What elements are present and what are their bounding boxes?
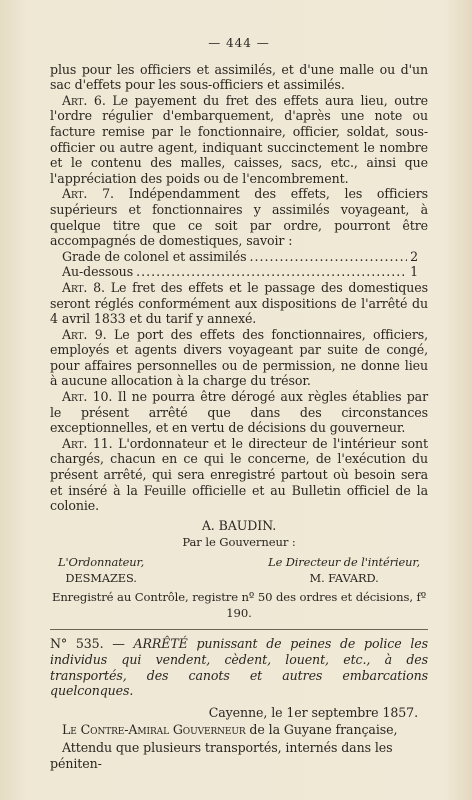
article-11-text: L'ordonnateur et le directeur de l'intérieur sont chargés, chacun en ce qui le concerne, de l'exécution du présent arrêté, qui sera enregistré partout où besoin sera et inséré à la Feuille officielle et au Bulletin officiel de la colonie. [50, 435, 429, 514]
section-divider [50, 629, 428, 630]
allowance-label: Au-dessous [62, 264, 134, 280]
page-number: — 444 — [208, 36, 270, 50]
registration-note: Enregistré au Contrôle, registre nº 50 des ordres et décisions, fº 190. [51, 590, 427, 620]
article-8-text: Le fret des effets et le passage des domestiques seront réglés conformément aux dispositions de l'arrêté du 4 avril 1833 et du tarif y annexé. [50, 279, 428, 327]
official-name: M. FAVARD. [309, 570, 379, 585]
article-6-label: Art. 6. [62, 92, 106, 108]
paragraph-continuation: plus pour les officiers et assimilés, et d'une malle ou d'un sac d'effets pour les sous-officiers et assimilés. [50, 61, 428, 93]
allowance-value: 1 [410, 264, 418, 280]
official-role: Le Directeur de l'intérieur, [268, 555, 420, 569]
decree-title: punissant de peines de police les individus qui vendent, cèdent, louent, etc., à des transportés, des canots et autres embarcations quelconques. [50, 636, 428, 699]
by-governor-line: Par le Gouverneur : [182, 535, 296, 550]
decree-keyword: ARRÊTÉ [133, 636, 188, 652]
director-signature [268, 555, 420, 586]
decree-date: Cayenne, le 1er septembre 1857. [208, 704, 418, 720]
governor-title-rest: de la Guyane française, [245, 722, 398, 738]
article-7-label: Art. 7. [62, 186, 114, 202]
allowance-row-colonel [50, 249, 428, 265]
official-name: DESMAZES. [65, 570, 137, 585]
article-11-label: Art. 11. [62, 435, 113, 451]
official-role: L'Ordonnateur, [58, 555, 145, 569]
article-10 [50, 389, 428, 436]
article-6 [50, 93, 428, 187]
preamble-line: Attendu que plusieurs transportés, internés dans les péniten- [50, 739, 393, 771]
article-11 [50, 436, 428, 514]
ordonnateur-signature [58, 555, 144, 586]
page-content [50, 36, 428, 771]
article-7 [50, 186, 428, 248]
article-9-label: Art. 9. [62, 326, 107, 342]
decree-heading [50, 636, 428, 698]
article-10-label: Art. 10. [62, 389, 113, 405]
leader-dots [136, 264, 407, 280]
officials-block [50, 555, 428, 586]
allowance-label: Grade de colonel et assimilés [62, 248, 247, 264]
allowance-value: 2 [410, 248, 418, 264]
governor-signature: A. BAUDIN. [201, 517, 277, 533]
governor-title: Le Contre-Amiral Gouverneur [62, 722, 246, 738]
allowance-row-below [50, 264, 428, 280]
article-8 [50, 280, 428, 327]
article-8-label: Art. 8. [62, 279, 105, 295]
article-6-text: Le payement du fret des effets aura lieu, outre l'ordre régulier d'embarquement, d'après une note ou facture remise par le fonctionnaire, officier, soldat, sous-officier ou autre agent, indiquant succinctement le nombre et le contenu des malles, caisses, sacs, etc., ainsi que l'appréciation des poids ou de l'encombrement. [50, 92, 428, 186]
governor-line [50, 722, 428, 738]
article-7-text: Indépendamment des effets, les officiers supérieurs et fonctionnaires y assimilés voyageant, à quelque titre que ce soit par ordre, pourront être accompagnés de domestiques, savoir : [50, 186, 428, 249]
article-9 [50, 327, 428, 389]
leader-dots [249, 249, 407, 265]
decree-number: N° 535. — [50, 636, 134, 652]
article-9-text: Le port des effets des fonctionnaires, officiers, employés et agents divers voyageant par suite de congé, pour affaires personnelles ou de permission, ne donne lieu à aucune allocation à la charge du trésor. [50, 326, 429, 389]
article-10-text: Il ne pourra être dérogé aux règles établies par le présent arrêté que dans des circonstances exceptionnelles, et en vertu de décisions du gouverneur. [50, 389, 428, 436]
